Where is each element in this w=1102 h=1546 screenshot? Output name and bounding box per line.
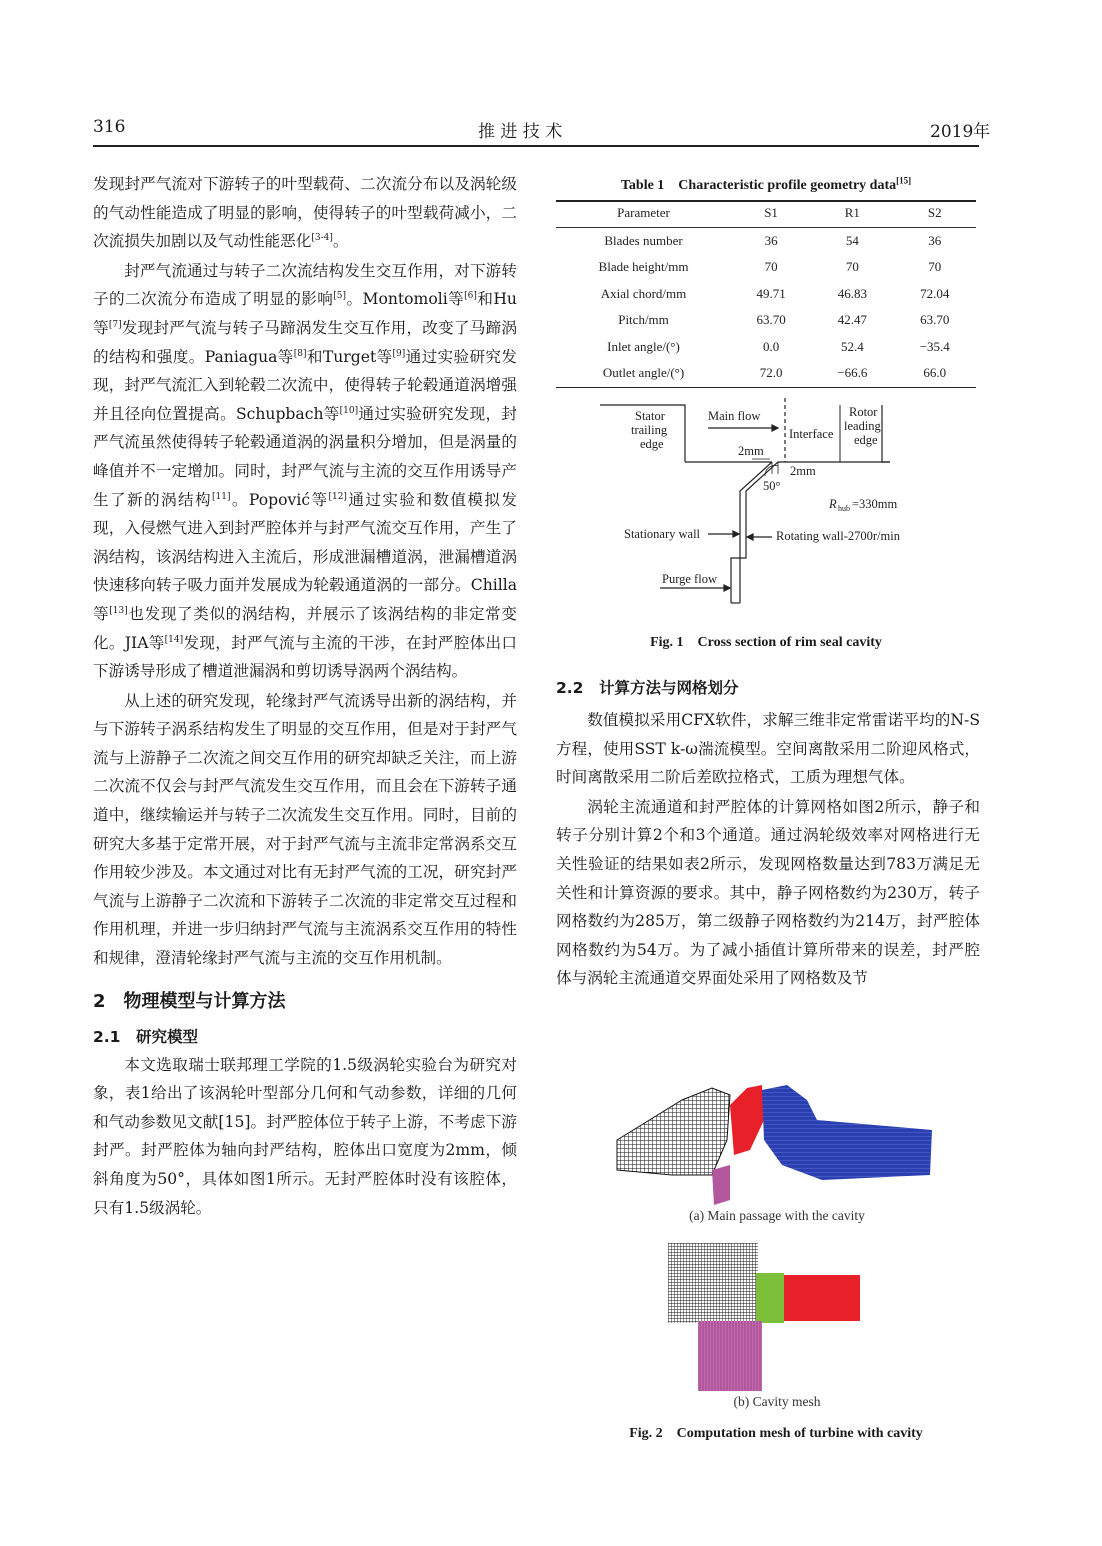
cavity-mesh-image bbox=[668, 1243, 860, 1391]
stationary-wall-label: Stationary wall bbox=[624, 527, 701, 541]
rotor-mesh-red bbox=[730, 1085, 764, 1155]
purge-flow-label: Purge flow bbox=[662, 572, 717, 586]
table-cell: −66.6 bbox=[837, 365, 868, 381]
angle-label: 50° bbox=[763, 479, 781, 493]
table-cell: −35.4 bbox=[919, 338, 950, 354]
table-cell: 63.70 bbox=[920, 312, 950, 328]
table-cell: Blades number bbox=[604, 232, 683, 248]
journal-title: 推 进 技 术 bbox=[478, 122, 563, 142]
rotor-label-3: edge bbox=[854, 433, 878, 447]
col-header-s1: S1 bbox=[764, 205, 778, 221]
section-2-1-heading: 2.1 研究模型 bbox=[93, 1027, 198, 1046]
paragraph-5: 数值模拟采用CFX软件，求解三维非定常雷诺平均的N-S方程，使用SST k-ω湍流模型。空间离散采用二阶迎风格式，时间离散采用二阶后差欧拉格式，工质为理想气体。 bbox=[556, 711, 980, 787]
page-number: 316 bbox=[93, 117, 126, 137]
rhub-sub: hub bbox=[838, 504, 850, 513]
table-cell: Inlet angle/(°) bbox=[607, 338, 680, 354]
table-cell: 36 bbox=[928, 232, 942, 248]
year: 2019年 bbox=[930, 122, 991, 142]
table-header-row bbox=[556, 200, 976, 227]
dim-label-2mm-a: 2mm bbox=[738, 444, 764, 458]
table-cell: 66.0 bbox=[923, 365, 947, 381]
table-cell: 49.71 bbox=[756, 285, 786, 301]
main-flow-label: Main flow bbox=[708, 409, 761, 423]
paragraph-6: 涡轮主流通道和封严腔体的计算网格如图2所示，静子和转子分别计算2个和3个通道。通过涡轮级效率对网格进行无关性验证的结果如表2所示，发现网格数量达到783万满足无关性和计算资源的要求。其中，静子网格数约为230万，转子网格数约为285万，第二级静子网格数约为214万，封严腔体网格数约为54万。为了减小插值计算所带来的误差，封严腔体与涡轮主流通道交界面处采用了网格数及节 bbox=[556, 797, 980, 988]
table-cell: 52.4 bbox=[840, 338, 864, 354]
paragraph-2: 封严气流通过与转子二次流结构发生交互作用，对下游转子的二次流分布造成了明显的影响[5]。Montomoli等[6]和Hu等[7]发现封严气流与转子马蹄涡发生交互作用，改变了马蹄涡的结构和强度。Paniagua等[8]和Turget等[9]通过实验研究发现，封严气流汇入到轮毂二次流中，使得转子轮毂通道涡增强并且径向位置提高。Schupbach等[10]通过实验研究发现，封严气流虽然使得转子轮毂通道涡的涡量积分增加，但是涡量的峰值并不一定增加。同时，封严气流与主流的交互作用诱导产生了新的涡结构[11]。Popović等[12]通过实验和数值模拟发现，入侵燃气进入到封严腔体并与封严气流交互作用，产生了涡结构，该涡结构进入主流后，形成泄漏槽道涡，泄漏槽道涡快速移向转子吸力面并发展成为轮毂通道涡的一部分。Chilla等[13]也发现了类似的涡结构，并展示了该涡结构的非定常变化。JIA等[14]发现，封严气流与主流的干涉，在封严腔体出口下游诱导形成了槽道泄漏涡和剪切诱导涡两个涡结构。 bbox=[93, 261, 517, 681]
stator-label-3: edge bbox=[640, 437, 664, 451]
stator-label-1: Stator bbox=[635, 409, 665, 423]
section-2-heading: 2 物理模型与计算方法 bbox=[93, 990, 286, 1012]
rotor-domain-mesh bbox=[784, 1275, 860, 1321]
table-row bbox=[556, 281, 976, 308]
rim-seal-cavity-diagram bbox=[600, 398, 940, 623]
figure-2a-caption: (a) Main passage with the cavity bbox=[689, 1208, 865, 1223]
col-header-r1: R1 bbox=[844, 205, 860, 221]
table-row bbox=[556, 360, 976, 387]
table-row bbox=[556, 307, 976, 334]
col-header-parameter: Parameter bbox=[617, 205, 670, 221]
table-cell: Outlet angle/(°) bbox=[602, 365, 685, 381]
table-cell: 63.70 bbox=[756, 312, 786, 328]
table-row bbox=[556, 334, 976, 361]
stator2-mesh-blue bbox=[762, 1085, 932, 1180]
section-2-2-heading: 2.2 计算方法与网格划分 bbox=[556, 679, 739, 697]
table-cell: 70 bbox=[928, 259, 942, 275]
rotor-label-2: leading bbox=[844, 419, 881, 433]
table-cell: Pitch/mm bbox=[618, 312, 669, 328]
rotating-wall-label: Rotating wall-2700r/min bbox=[776, 529, 900, 543]
left-column bbox=[93, 170, 517, 1222]
table-cell: 72.0 bbox=[759, 365, 783, 381]
main-passage-mesh-image bbox=[612, 1080, 942, 1210]
rotor-outline bbox=[882, 405, 890, 462]
table-cell: 70 bbox=[764, 259, 778, 275]
interface-label: Interface bbox=[789, 427, 834, 441]
rhub-label: R bbox=[829, 497, 837, 511]
paragraph-4: 本文选取瑞士联邦理工学院的1.5级涡轮实验台为研究对象，表1给出了该涡轮叶型部分几何和气动参数，详细的几何和气动参数见文献[15]。封严腔体位于转子上游，不考虑下游封严。封严腔体为轴向封严结构，腔体出口宽度为2mm，倾斜角度为50°，具体如图1所示。无封严腔体时没有该腔体，只有1.5级涡轮。 bbox=[93, 1055, 517, 1217]
figure-2b-caption: (b) Cavity mesh bbox=[733, 1394, 821, 1409]
header-rule bbox=[93, 145, 979, 147]
rhub-value: =330mm bbox=[852, 497, 898, 511]
table-1-caption: Table 1 Characteristic profile geometry data[15] bbox=[620, 175, 912, 193]
paragraph-3: 从上述的研究发现，轮缘封严气流诱导出新的涡结构，并与下游转子涡系结构发生了明显的交互作用，但是对于封严气流与上游静子二次流之间交互作用的研究却缺乏关注，而上游二次流不仅会与封严气流发生交互作用，而且会在下游转子通道中，继续输运并与转子二次流发生交互作用。同时，目前的研究大多基于定常开展，对于封严气流与主流非定常涡系交互作用较少涉及。本文通过对比有无封严气流的工况，研究封严气流与上游静子二次流和下游转子二次流的非定常交互过程和作用机理，并进一步归纳封严气流与主流涡系交互作用的特性和规律，澄清轮缘封严气流与主流的交互作用机制。 bbox=[93, 691, 517, 968]
stator-domain-mesh bbox=[668, 1243, 758, 1323]
table-cell: 46.83 bbox=[837, 285, 867, 301]
interface-mesh-green bbox=[756, 1273, 784, 1323]
right-column bbox=[556, 676, 980, 993]
table-row bbox=[556, 254, 976, 281]
table-cell: 70 bbox=[845, 259, 859, 275]
table-1 bbox=[556, 200, 976, 388]
rotor-label-1: Rotor bbox=[849, 405, 878, 419]
stator-label-2: trailing bbox=[631, 423, 668, 437]
dim-label-2mm-b: 2mm bbox=[790, 464, 816, 478]
table-cell: 54 bbox=[845, 232, 859, 248]
cavity-mesh-magenta bbox=[712, 1165, 730, 1205]
col-header-s2: S2 bbox=[927, 205, 942, 221]
stator-mesh bbox=[617, 1088, 730, 1175]
table-cell: 0.0 bbox=[762, 338, 780, 354]
table-cell: Blade height/mm bbox=[598, 259, 689, 275]
figure-2-caption: Fig. 2 Computation mesh of turbine with cavity bbox=[629, 1426, 923, 1441]
table-cell: 72.04 bbox=[920, 285, 950, 301]
table-cell: 42.47 bbox=[837, 312, 867, 328]
figure-1-caption: Fig. 1 Cross section of rim seal cavity bbox=[650, 635, 882, 650]
paragraph-1: 发现封严气流对下游转子的叶型载荷、二次流分布以及涡轮级的气动性能造成了明显的影响，使得转子的叶型载荷减小，二次流损失加剧以及气动性能恶化[3-4]。 bbox=[93, 175, 517, 251]
table-cell: 36 bbox=[764, 232, 778, 248]
table-row bbox=[556, 227, 976, 254]
table-cell: Axial chord/mm bbox=[600, 285, 687, 301]
cavity-domain-mesh bbox=[698, 1321, 762, 1391]
